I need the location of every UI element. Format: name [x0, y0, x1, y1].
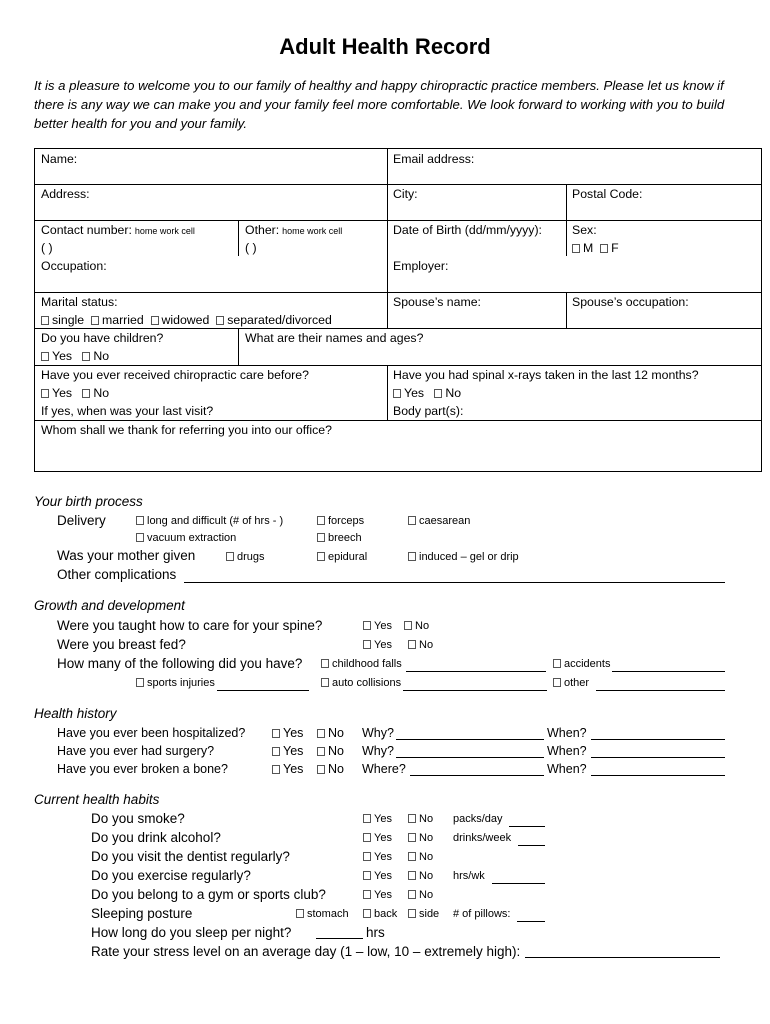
bone-no-option[interactable] — [317, 762, 344, 776]
patient-info-table — [34, 148, 762, 472]
bone-when-line[interactable] — [591, 763, 725, 776]
surgery-why-line[interactable] — [396, 745, 544, 758]
drugs-option[interactable] — [226, 551, 265, 563]
female-label: F — [611, 241, 619, 255]
checkbox[interactable] — [408, 852, 416, 861]
breast-yes-option[interactable] — [363, 639, 392, 651]
checkbox[interactable] — [136, 678, 144, 687]
checkbox[interactable] — [408, 890, 416, 899]
delivery-label: Delivery — [57, 513, 106, 528]
auto-collisions-option[interactable] — [321, 677, 401, 689]
checkbox[interactable] — [296, 909, 304, 918]
dentist-no-option[interactable] — [408, 851, 433, 863]
hrs-week-line[interactable] — [492, 871, 545, 884]
contact-label: Contact number: — [41, 223, 132, 237]
col-divider — [238, 220, 239, 256]
option-label: Yes — [374, 832, 392, 844]
stress-line[interactable] — [525, 945, 720, 958]
option-label: No — [415, 620, 430, 632]
option-label: No — [328, 726, 344, 740]
children-options — [41, 347, 109, 365]
checkbox[interactable] — [404, 621, 412, 630]
hosp-yes-option[interactable] — [272, 726, 303, 740]
surgery-question: Have you ever had surgery? — [57, 744, 215, 758]
childhood-falls-option[interactable] — [321, 658, 402, 670]
chiro-care-question: Have you ever received chiropractic care before? — [41, 368, 309, 382]
other-label: Other: — [245, 223, 280, 237]
checkbox[interactable] — [408, 814, 416, 823]
checkbox[interactable] — [363, 833, 371, 842]
other-area-code: ( ) — [245, 241, 257, 255]
children-question: Do you have children? — [41, 331, 164, 345]
exercise-yes-option[interactable] — [363, 870, 392, 882]
col-divider — [566, 220, 567, 256]
option-label: Yes — [374, 889, 392, 901]
mother-given-label: Was your mother given — [57, 548, 196, 563]
spouse-name-field[interactable]: Spouse’s name: — [393, 295, 481, 309]
option-label: drugs — [237, 551, 265, 563]
smoke-no-option[interactable] — [408, 813, 433, 825]
option-label: induced – gel or drip — [419, 551, 519, 563]
no-label: No — [93, 349, 110, 363]
hosp-why-label: Why? — [362, 726, 394, 740]
option-label: accidents — [564, 658, 611, 670]
alcohol-yes-option[interactable] — [363, 832, 392, 844]
single-checkbox[interactable] — [41, 316, 49, 325]
referral-field[interactable]: Whom shall we thank for referring you into our office? — [41, 423, 332, 437]
xrays-yes-checkbox[interactable] — [393, 389, 401, 398]
accidents-line[interactable] — [612, 659, 725, 672]
checkbox[interactable] — [321, 678, 329, 687]
yes-label: Yes — [404, 386, 425, 400]
hosp-when-label: When? — [547, 726, 587, 740]
option-label: Yes — [374, 813, 392, 825]
checkbox[interactable] — [321, 659, 329, 668]
option-label: caesarean — [419, 515, 471, 527]
gym-no-option[interactable] — [408, 889, 433, 901]
surgery-when-line[interactable] — [591, 745, 725, 758]
checkbox[interactable] — [408, 640, 416, 649]
checkbox[interactable] — [363, 621, 371, 630]
yes-label: Yes — [52, 349, 73, 363]
sleeping-posture-label: Sleeping posture — [91, 906, 193, 921]
chiro-yes-checkbox[interactable] — [41, 389, 49, 398]
checkbox[interactable] — [363, 909, 371, 918]
sleep-hours-question: How long do you sleep per night? — [91, 925, 292, 940]
xrays-question: Have you had spinal x-rays taken in the last 12 months? — [393, 368, 699, 382]
option-label: vacuum extraction — [147, 532, 237, 544]
col-divider — [387, 365, 388, 420]
option-label: Yes — [283, 744, 304, 758]
alcohol-no-option[interactable] — [408, 832, 433, 844]
other-phone-type-options: home work cell — [282, 226, 343, 236]
checkbox[interactable] — [136, 516, 144, 525]
checkbox[interactable] — [272, 765, 280, 774]
auto-line[interactable] — [403, 678, 547, 691]
col-divider — [566, 292, 567, 328]
spine-no-option[interactable] — [404, 620, 429, 632]
option-label: childhood falls — [332, 658, 402, 670]
hrs-per-week-label: hrs/wk — [453, 870, 485, 882]
spine-care-question: Were you taught how to care for your spine? — [57, 618, 323, 633]
alcohol-question: Do you drink alcohol? — [91, 830, 221, 845]
gym-yes-option[interactable] — [363, 889, 392, 901]
bone-yes-option[interactable] — [272, 762, 303, 776]
option-label: Yes — [374, 639, 392, 651]
spouse-occupation-field[interactable]: Spouse’s occupation: — [572, 295, 689, 309]
how-many-question: How many of the following did you have? — [57, 656, 303, 671]
city-field[interactable]: City: — [393, 187, 418, 201]
option-label: side — [419, 908, 440, 920]
last-visit-field[interactable]: If yes, when was your last visit? — [41, 404, 214, 418]
checkbox[interactable] — [553, 659, 561, 668]
surgery-when-label: When? — [547, 744, 587, 758]
option-label: No — [419, 832, 434, 844]
option-label: No — [419, 639, 434, 651]
col-divider — [238, 328, 239, 365]
contact-number-field[interactable] — [41, 221, 195, 240]
induced-option[interactable] — [408, 551, 519, 563]
breast-fed-question: Were you breast fed? — [57, 637, 186, 652]
sports-line[interactable] — [217, 678, 309, 691]
accidents-option[interactable] — [553, 658, 610, 670]
drinks-per-week-label: drinks/week — [453, 832, 512, 844]
dentist-yes-option[interactable] — [363, 851, 392, 863]
option-label: Yes — [374, 851, 392, 863]
pillows-line[interactable] — [517, 909, 545, 922]
smoke-question: Do you smoke? — [91, 811, 185, 826]
checkbox[interactable] — [317, 747, 325, 756]
page-title: Adult Health Record — [279, 34, 491, 59]
sex-label: Sex: — [572, 223, 597, 237]
checkbox[interactable] — [317, 765, 325, 774]
exercise-question: Do you exercise regularly? — [91, 868, 251, 883]
body-parts-field[interactable]: Body part(s): — [393, 404, 464, 418]
hosp-why-line[interactable] — [396, 727, 544, 740]
other-line[interactable] — [596, 678, 725, 691]
yes-label: Yes — [52, 386, 73, 400]
option-label: Yes — [283, 762, 304, 776]
xrays-options — [393, 384, 461, 402]
drinks-line[interactable] — [518, 833, 545, 846]
hosp-when-line[interactable] — [591, 727, 725, 740]
option-label: No — [328, 744, 344, 758]
option-label: auto collisions — [332, 677, 402, 689]
broken-bone-question: Have you ever broken a bone? — [57, 762, 228, 776]
checkbox[interactable] — [408, 833, 416, 842]
married-checkbox[interactable] — [91, 316, 99, 325]
children-no-checkbox[interactable] — [82, 352, 90, 361]
option-label: long and difficult (# of hrs - ) — [147, 515, 284, 527]
smoke-yes-option[interactable] — [363, 813, 392, 825]
sleep-hours-line[interactable] — [316, 926, 363, 939]
hosp-no-option[interactable] — [317, 726, 344, 740]
male-label: M — [583, 241, 594, 255]
vacuum-option[interactable] — [136, 532, 236, 544]
falls-line[interactable] — [406, 659, 546, 672]
checkbox[interactable] — [408, 909, 416, 918]
name-field[interactable]: Name: — [41, 152, 78, 166]
no-label: No — [445, 386, 462, 400]
contact-area-code: ( ) — [41, 241, 53, 255]
sports-injuries-option[interactable] — [136, 677, 215, 689]
checkbox[interactable] — [317, 533, 325, 542]
option-label: No — [328, 762, 344, 776]
back-option[interactable] — [363, 908, 397, 920]
checkbox[interactable] — [272, 747, 280, 756]
employer-field[interactable]: Employer: — [393, 259, 449, 273]
option-label: Yes — [374, 870, 392, 882]
surgery-why-label: Why? — [362, 744, 394, 758]
checkbox[interactable] — [317, 552, 325, 561]
option-label: back — [374, 908, 398, 920]
pillows-label: # of pillows: — [453, 908, 511, 920]
checkbox[interactable] — [272, 729, 280, 738]
xrays-no-checkbox[interactable] — [434, 389, 442, 398]
marital-options — [41, 311, 332, 329]
checkbox[interactable] — [136, 533, 144, 542]
option-label: No — [419, 870, 434, 882]
option-label: No — [419, 851, 434, 863]
male-checkbox[interactable] — [572, 244, 580, 253]
surgery-yes-option[interactable] — [272, 744, 303, 758]
intro-text: It is a pleasure to welcome you to our family of healthy and happy chiropractic practice members. Please let us know if there is any way we can make you and your family feel more comfortable. We look forward to working with you to build better health for you and your family. — [34, 78, 725, 131]
long-difficult-option[interactable] — [136, 515, 283, 527]
bone-when-label: When? — [547, 762, 587, 776]
health-history-heading: Health history — [34, 706, 117, 721]
caesarean-option[interactable] — [408, 515, 470, 527]
chiro-care-options — [41, 384, 109, 402]
children-names-field[interactable]: What are their names and ages? — [245, 331, 424, 345]
phone-type-options: home work cell — [134, 226, 195, 236]
checkbox[interactable] — [226, 552, 234, 561]
packs-per-day-label: packs/day — [453, 813, 503, 825]
widowed-checkbox[interactable] — [151, 316, 159, 325]
checkbox[interactable] — [553, 678, 561, 687]
breech-option[interactable] — [317, 532, 362, 544]
birth-process-heading: Your birth process — [34, 494, 143, 509]
col-divider — [566, 184, 567, 220]
option-label: Yes — [283, 726, 304, 740]
marital-status-label: Marital status: — [41, 295, 118, 309]
single-label: single — [52, 313, 85, 327]
postal-code-field[interactable]: Postal Code: — [572, 187, 643, 201]
epidural-option[interactable] — [317, 551, 367, 563]
surgery-no-option[interactable] — [317, 744, 344, 758]
email-field[interactable]: Email address: — [393, 152, 475, 166]
health-habits-heading: Current health habits — [34, 792, 160, 807]
option-label: stomach — [307, 908, 349, 920]
checkbox[interactable] — [317, 516, 325, 525]
no-label: No — [93, 386, 110, 400]
option-label: No — [419, 813, 434, 825]
dentist-question: Do you visit the dentist regularly? — [91, 849, 290, 864]
exercise-no-option[interactable] — [408, 870, 433, 882]
option-label: other — [564, 677, 590, 689]
bone-where-label: Where? — [362, 762, 406, 776]
widowed-label: widowed — [161, 313, 210, 327]
sex-options — [572, 239, 619, 257]
checkbox[interactable] — [317, 729, 325, 738]
checkbox[interactable] — [363, 640, 371, 649]
separated-checkbox[interactable] — [216, 316, 224, 325]
option-label: breech — [328, 532, 362, 544]
checkbox[interactable] — [363, 852, 371, 861]
separated-label: separated/divorced — [227, 313, 332, 327]
option-label: Yes — [374, 620, 392, 632]
spine-yes-option[interactable] — [363, 620, 392, 632]
col-divider — [387, 149, 388, 328]
date-of-birth-field[interactable]: Date of Birth (dd/mm/yyyy): — [393, 223, 542, 237]
checkbox[interactable] — [408, 871, 416, 880]
hrs-label: hrs — [366, 925, 385, 940]
growth-heading: Growth and development — [34, 598, 185, 613]
option-label: sports injuries — [147, 677, 215, 689]
chiro-no-checkbox[interactable] — [82, 389, 90, 398]
stress-question: Rate your stress level on an average day (1 – low, 10 – extremely high): — [91, 944, 521, 959]
forceps-option[interactable] — [317, 515, 364, 527]
option-label: No — [419, 889, 434, 901]
bone-where-line[interactable] — [410, 763, 544, 776]
gym-question: Do you belong to a gym or sports club? — [91, 887, 326, 902]
checkbox[interactable] — [363, 890, 371, 899]
side-option[interactable] — [408, 908, 439, 920]
breast-no-option[interactable] — [408, 639, 433, 651]
checkbox[interactable] — [408, 516, 416, 525]
hospitalized-question: Have you ever been hospitalized? — [57, 726, 246, 740]
packs-line[interactable] — [509, 814, 545, 827]
option-label: epidural — [328, 551, 368, 563]
other-option[interactable] — [553, 677, 589, 689]
other-number-field[interactable] — [245, 221, 342, 240]
address-field[interactable]: Address: — [41, 187, 90, 201]
female-checkbox[interactable] — [600, 244, 608, 253]
checkbox[interactable] — [363, 871, 371, 880]
other-complications-label: Other complications — [57, 567, 177, 582]
married-label: married — [101, 313, 144, 327]
other-complications-line[interactable] — [184, 570, 725, 583]
checkbox[interactable] — [408, 552, 416, 561]
option-label: forceps — [328, 515, 365, 527]
occupation-field[interactable]: Occupation: — [41, 259, 107, 273]
stomach-option[interactable] — [296, 908, 349, 920]
children-yes-checkbox[interactable] — [41, 352, 49, 361]
checkbox[interactable] — [363, 814, 371, 823]
